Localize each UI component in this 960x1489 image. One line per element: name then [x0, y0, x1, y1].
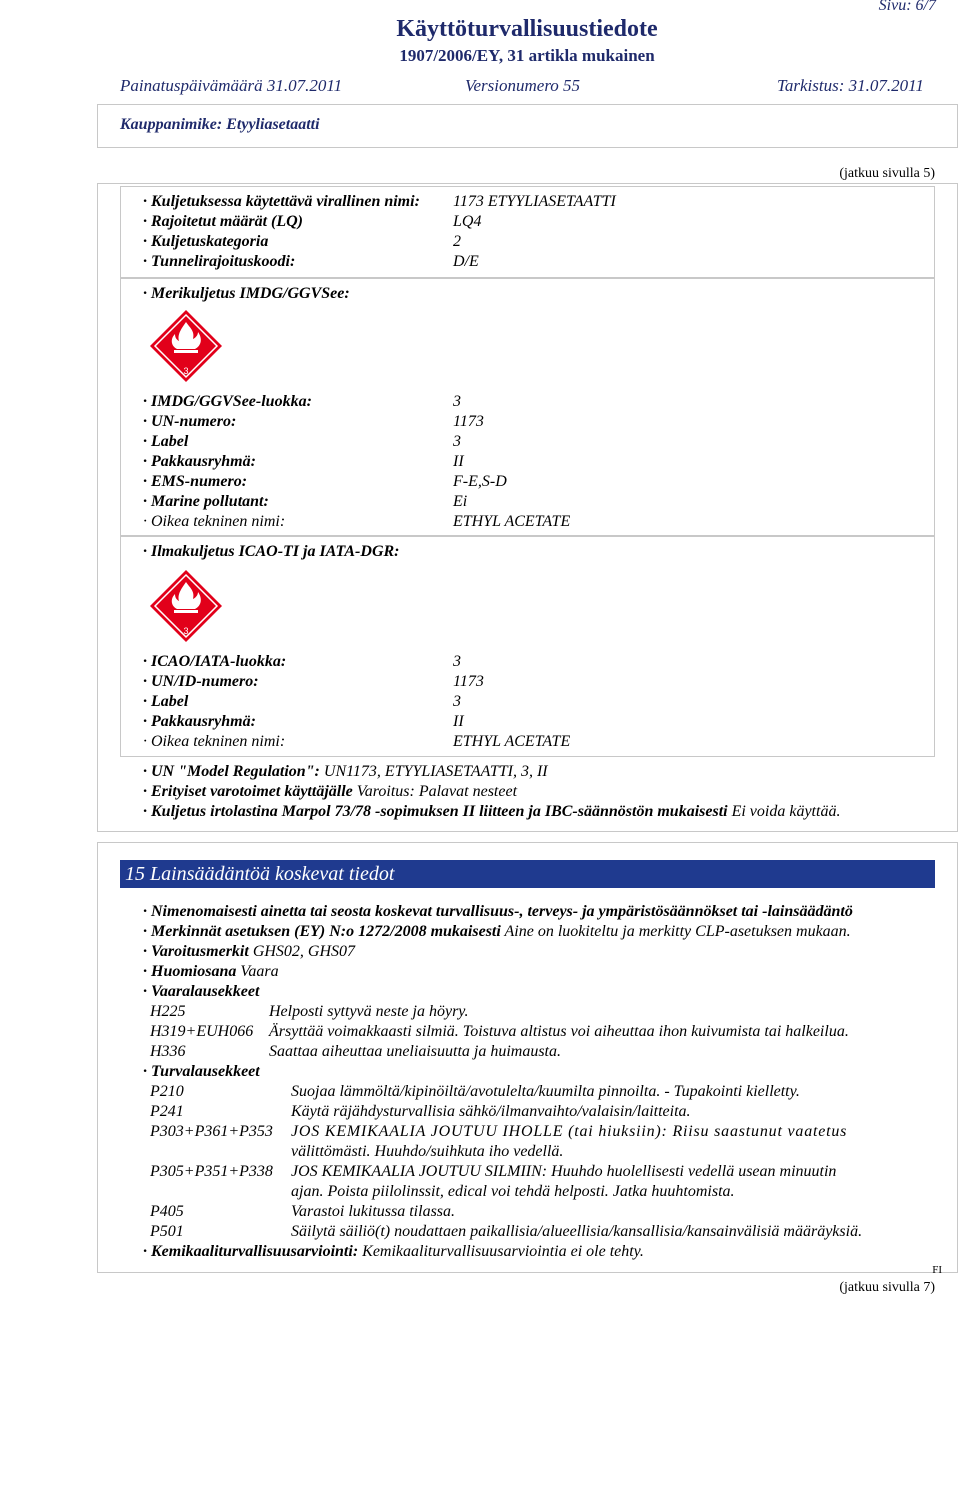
icao-heading: · Ilmakuljetus ICAO-TI ja IATA-DGR: — [143, 543, 400, 560]
p-text: Käytä räjähdysturvallisia sähkö/ilmanvaihto/valaisin/laitteita. — [291, 1103, 691, 1120]
document-title: Käyttöturvallisuustiedote — [396, 16, 658, 42]
p-code: P305+P351+P338 — [150, 1163, 273, 1180]
h-code: H225 — [150, 1003, 186, 1020]
imdg-row: · IMDG/GGVSee-luokka: 3 — [143, 393, 461, 410]
transport-bottom-row: · Erityiset varotoimet käyttäjälle Varoitus: Palavat nesteet — [143, 783, 518, 800]
imdg-row: · Oikea tekninen nimi: ETHYL ACETATE — [143, 513, 571, 530]
p-text-continued: ajan. Poista piilolinssit, edical voi tehdä helposti. Jatka huuhtomista. — [291, 1183, 735, 1200]
precautionary-statements-heading: · Turvalausekkeet — [143, 1063, 260, 1080]
page-number: Sivu: 6/7 — [878, 0, 936, 14]
transport-row: · Kuljetuskategoria 2 — [143, 233, 461, 250]
p-text: JOS KEMIKAALIA JOUTUU IHOLLE (tai hiuksiin): Riisu saastunut vaatetus — [291, 1123, 848, 1140]
icao-row: · UN/ID-numero: 1173 — [143, 673, 484, 690]
flame-icon — [148, 568, 224, 644]
hazard-statements-heading: · Vaaralausekkeet — [143, 983, 260, 1000]
signal-word-line: · Huomiosana Vaara — [143, 963, 279, 980]
p-text: Suojaa lämmöltä/kipinöiltä/avotulelta/kuumilta pinnoilta. - Tupakointi kielletty. — [291, 1083, 800, 1100]
h-text: Saattaa aiheuttaa uneliaisuutta ja huimausta. — [269, 1043, 561, 1060]
version-number: Versionumero 55 — [465, 76, 581, 95]
h-code: H319+EUH066 — [150, 1023, 254, 1040]
labelling-line: · Merkinnät asetuksen (EY) N:o 1272/2008 mukaisesti Aine on luokiteltu ja merkitty CLP-asetuksen mukaan. — [143, 923, 851, 940]
flame-pictogram-imdg — [148, 308, 224, 384]
imdg-row: · Label 3 — [143, 433, 461, 450]
imdg-row: · EMS-numero: F-E,S-D — [143, 473, 507, 490]
h-code: H336 — [150, 1043, 186, 1060]
imdg-row: · UN-numero: 1173 — [143, 413, 484, 430]
h-text: Helposti syttyvä neste ja höyry. — [269, 1003, 469, 1020]
trade-name: Kauppanimike: Etyyliasetaatti — [120, 116, 320, 133]
p-code: P303+P361+P353 — [150, 1123, 273, 1140]
imdg-row: · Marine pollutant: Ei — [143, 493, 468, 510]
p-text: Varastoi lukitussa tilassa. — [291, 1203, 456, 1220]
flame-icon — [148, 308, 224, 384]
continued-from: (jatkuu sivulla 5) — [839, 166, 935, 181]
transport-row: · Tunnelirajoituskoodi: D/E — [143, 253, 479, 270]
transport-bottom-row: · UN "Model Regulation": UN1173, ETYYLIASETAATTI, 3, II — [143, 763, 548, 780]
icao-row: · ICAO/IATA-luokka: 3 — [143, 653, 461, 670]
p-text: Säilytä säiliö(t) noudattaen paikallisia/alueellisia/kansallisia/kansainvälisiä määräyksiä. — [291, 1223, 863, 1240]
p-text: JOS KEMIKAALIA JOUTUU SILMIIN: Huuhdo huolellisesti vedellä usean minuutin — [291, 1163, 837, 1180]
icao-row: · Pakkausryhmä: II — [143, 713, 464, 730]
flame-pictogram-icao — [148, 568, 224, 644]
imdg-row: · Pakkausryhmä: II — [143, 453, 464, 470]
p-code: P405 — [150, 1203, 184, 1220]
svg-text:3: 3 — [183, 626, 189, 636]
imdg-heading: · Merikuljetus IMDG/GGVSee: — [143, 285, 350, 302]
print-date: Painatuspäivämäärä 31.07.2011 — [120, 76, 343, 95]
transport-bottom-row: · Kuljetus irtolastina Marpol 73/78 -sopimuksen II liitteen ja IBC-säännöstön mukaisesti Ei voida käyttää. — [143, 803, 841, 820]
h-text: Ärsyttää voimakkaasti silmiä. Toistuva altistus voi aiheuttaa ihon kuivumista tai halkeilua. — [269, 1023, 849, 1040]
transport-row: · Rajoitetut määrät (LQ) LQ4 — [143, 213, 482, 230]
p-code: P210 — [150, 1083, 184, 1100]
regulation-line: · Nimenomaisesti ainetta tai seosta koskevat turvallisuus-, terveys- ja ympäristösäännökset tai -lainsäädäntö — [143, 903, 853, 920]
pictograms-line: · Varoitusmerkit GHS02, GHS07 — [143, 943, 356, 960]
p-text-continued: välittömästi. Huuhdo/suihkuta iho vedellä. — [291, 1143, 564, 1160]
svg-text:3: 3 — [183, 366, 189, 376]
section15-title: 15 Lainsäädäntöä koskevat tiedot — [125, 863, 395, 885]
icao-row: · Label 3 — [143, 693, 461, 710]
transport-row: · Kuljetuksessa käytettävä virallinen nimi: 1173 ETYYLIASETAATTI — [143, 193, 616, 210]
p-code: P501 — [150, 1223, 184, 1240]
p-code: P241 — [150, 1103, 184, 1120]
continued-to: (jatkuu sivulla 7) — [839, 1280, 935, 1295]
icao-row: · Oikea tekninen nimi: ETHYL ACETATE — [143, 733, 571, 750]
document-subtitle: 1907/2006/EY, 31 artikla mukainen — [399, 46, 655, 65]
chemical-safety-assessment: · Kemikaaliturvallisuusarviointi: Kemikaaliturvallisuusarviointia ei ole tehty. — [143, 1243, 644, 1260]
revision-date: Tarkistus: 31.07.2011 — [777, 76, 924, 95]
language-code: FI — [932, 1264, 942, 1276]
